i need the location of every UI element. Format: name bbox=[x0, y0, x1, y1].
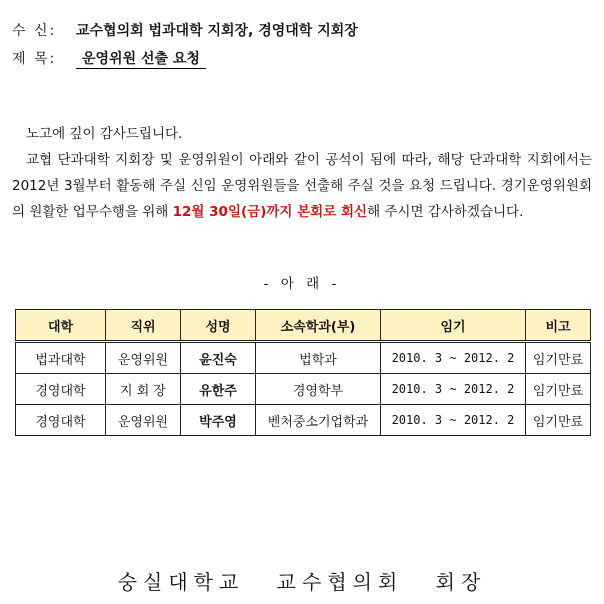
cell-position: 운영위원 bbox=[106, 405, 181, 436]
table-row bbox=[16, 342, 591, 374]
deadline-highlight: 12월 30일(금)까지 본회로 회신 bbox=[172, 204, 368, 220]
recipient-line bbox=[12, 22, 358, 40]
subject-line bbox=[12, 50, 206, 68]
cell-name: 유한주 bbox=[181, 374, 256, 405]
cell-note: 임기만료 bbox=[526, 405, 591, 436]
table-row bbox=[16, 405, 591, 436]
header-college: 대학 bbox=[16, 310, 106, 342]
table-row bbox=[16, 374, 591, 405]
main-text-after: 해 주시면 감사하겠습니다. bbox=[367, 204, 524, 220]
cell-department: 경영학부 bbox=[256, 374, 381, 405]
table-header-row bbox=[16, 310, 591, 342]
greeting-paragraph: 노고에 깊이 감사드립니다. bbox=[26, 126, 183, 142]
header-name: 성명 bbox=[181, 310, 256, 342]
cell-college: 경영대학 bbox=[16, 374, 106, 405]
cell-term: 2010. 3 ~ 2012. 2 bbox=[381, 374, 526, 405]
cell-position: 지 회 장 bbox=[106, 374, 181, 405]
cell-position: 운영위원 bbox=[106, 342, 181, 374]
cell-college: 법과대학 bbox=[16, 342, 106, 374]
subject-value: 운영위원 선출 요청 bbox=[76, 51, 206, 69]
vacancy-table bbox=[15, 309, 591, 436]
cell-term: 2010. 3 ~ 2012. 2 bbox=[381, 342, 526, 374]
recipient-label: 수 신: bbox=[12, 23, 57, 39]
cell-department: 법학과 bbox=[256, 342, 381, 374]
main-text-before: 교협 단과대학 지회장 및 운영위원이 아래와 같이 공석이 됨에 따라, 해당 단과대학 지회에서는 2012년 3월부터 활동해 주실 신임 운영위원들을 선출해 주실 것을 요청 드립니다. 경기운영위원회의 원활한 업무수행을 위해 bbox=[12, 152, 592, 220]
cell-note: 임기만료 bbox=[526, 374, 591, 405]
subject-label: 제 목: bbox=[12, 51, 57, 67]
recipient-value: 교수협의회 법과대학 지회장, 경영대학 지회장 bbox=[76, 23, 358, 39]
cell-name: 윤진숙 bbox=[181, 342, 256, 374]
header-note: 비고 bbox=[526, 310, 591, 342]
cell-department: 벤처중소기업학과 bbox=[256, 405, 381, 436]
section-title: - 아 래 - bbox=[263, 276, 341, 292]
header-term: 임기 bbox=[381, 310, 526, 342]
cell-name: 박주영 bbox=[181, 405, 256, 436]
main-paragraph bbox=[12, 147, 592, 225]
header-position: 직위 bbox=[106, 310, 181, 342]
header-department: 소속학과(부) bbox=[256, 310, 381, 342]
cell-term: 2010. 3 ~ 2012. 2 bbox=[381, 405, 526, 436]
cell-college: 경영대학 bbox=[16, 405, 106, 436]
signature-line: 숭실대학교 교수협의회 회장 bbox=[117, 570, 487, 594]
cell-note: 임기만료 bbox=[526, 342, 591, 374]
